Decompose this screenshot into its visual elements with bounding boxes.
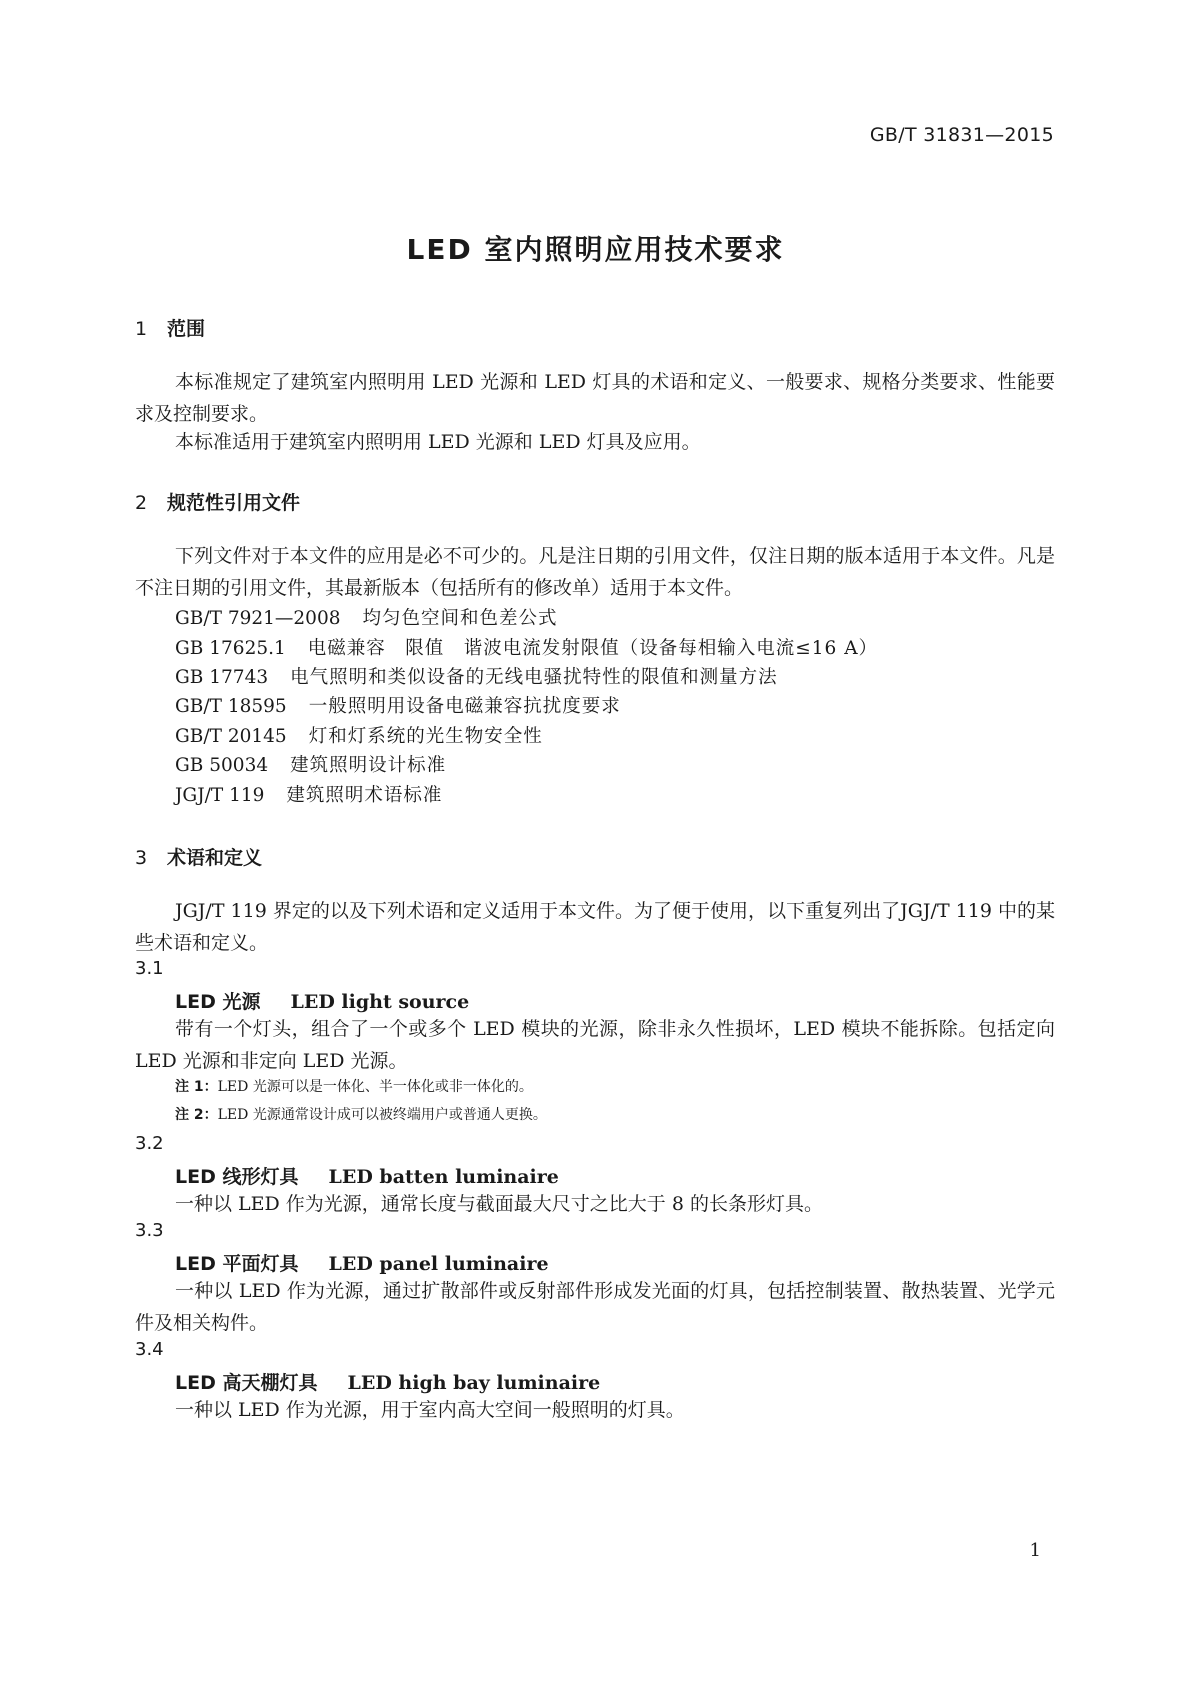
note-label: 注 2：	[175, 1107, 218, 1123]
section-1-heading	[135, 314, 205, 341]
reference-title: 电磁兼容 限值 谐波电流发射限值（设备每相输入电流≤16 A）	[307, 638, 879, 659]
scope-paragraph-1: 本标准规定了建筑室内照明用 LED 光源和 LED 灯具的术语和定义、一般要求、规格分类要求、性能要求及控制要求。	[135, 371, 1055, 425]
term-heading	[175, 1249, 549, 1276]
reference-code: GB/T 20145	[175, 726, 287, 747]
reference-item	[175, 722, 543, 748]
section-title: 范围	[167, 318, 206, 340]
section-number: 3	[135, 847, 148, 869]
reference-code: GB/T 7921—2008	[175, 608, 341, 629]
section-number: 1	[135, 318, 148, 340]
reference-code: JGJ/T 119	[175, 785, 265, 806]
term-en: LED batten luminaire	[328, 1166, 559, 1188]
reference-title: 一般照明用设备电磁兼容抗扰度要求	[308, 696, 621, 717]
reference-item	[175, 663, 778, 689]
document-title: LED 室内照明应用技术要求	[406, 233, 785, 266]
reference-title: 建筑照明术语标准	[286, 785, 443, 806]
term-note	[175, 1104, 547, 1124]
note-label: 注 1：	[175, 1079, 218, 1095]
section-3-heading	[135, 843, 262, 870]
section-number: 2	[135, 492, 148, 514]
reference-title: 均匀色空间和色差公式	[362, 608, 558, 629]
normative-references-intro: 下列文件对于本文件的应用是必不可少的。凡是注日期的引用文件，仅注日期的版本适用于本文件。凡是不注日期的引用文件，其最新版本（包括所有的修改单）适用于本文件。	[135, 545, 1055, 599]
terms-intro: JGJ/T 119 界定的以及下列术语和定义适用于本文件。为了便于使用，以下重复列出了JGJ/T 119 中的某些术语和定义。	[135, 900, 1055, 954]
scope-paragraph-2: 本标准适用于建筑室内照明用 LED 光源和 LED 灯具及应用。	[175, 431, 701, 453]
term-zh: LED 线形灯具	[175, 1166, 299, 1188]
page-number: 1	[1029, 1540, 1041, 1561]
term-en: LED panel luminaire	[328, 1253, 549, 1275]
term-zh: LED 平面灯具	[175, 1253, 299, 1275]
term-note	[175, 1076, 533, 1096]
reference-title: 建筑照明设计标准	[290, 755, 447, 776]
clause-number: 3.1	[135, 958, 164, 979]
note-text: LED 光源可以是一体化、半一体化或非一体化的。	[217, 1079, 533, 1095]
reference-code: GB 17625.1	[175, 638, 286, 659]
term-heading	[175, 987, 469, 1014]
term-en: LED high bay luminaire	[347, 1372, 601, 1394]
reference-code: GB 17743	[175, 667, 269, 688]
term-definition: 一种以 LED 作为光源，用于室内高大空间一般照明的灯具。	[175, 1399, 685, 1421]
standard-code: GB/T 31831—2015	[869, 124, 1054, 146]
reference-item	[175, 634, 878, 660]
term-zh: LED 光源	[175, 991, 261, 1013]
reference-title: 灯和灯系统的光生物安全性	[308, 726, 543, 747]
term-heading	[175, 1162, 559, 1189]
clause-number: 3.4	[135, 1339, 164, 1360]
note-text: LED 光源通常设计成可以被终端用户或普通人更换。	[217, 1107, 547, 1123]
term-definition: 一种以 LED 作为光源，通过扩散部件或反射部件形成发光面的灯具，包括控制装置、散热装置、光学元件及相关构件。	[135, 1280, 1055, 1334]
term-zh: LED 高天棚灯具	[175, 1372, 318, 1394]
reference-code: GB 50034	[175, 755, 269, 776]
reference-item	[175, 604, 558, 630]
term-definition: 一种以 LED 作为光源，通常长度与截面最大尺寸之比大于 8 的长条形灯具。	[175, 1193, 823, 1215]
reference-item	[175, 692, 621, 718]
reference-title: 电气照明和类似设备的无线电骚扰特性的限值和测量方法	[290, 667, 778, 688]
section-2-heading	[135, 488, 300, 515]
reference-item	[175, 781, 442, 807]
clause-number: 3.3	[135, 1220, 164, 1241]
section-title: 术语和定义	[167, 847, 263, 869]
section-title: 规范性引用文件	[167, 492, 301, 514]
reference-item	[175, 751, 446, 777]
reference-code: GB/T 18595	[175, 696, 287, 717]
clause-number: 3.2	[135, 1133, 164, 1154]
term-heading	[175, 1368, 600, 1395]
term-definition: 带有一个灯头，组合了一个或多个 LED 模块的光源，除非永久性损坏，LED 模块不能拆除。包括定向 LED 光源和非定向 LED 光源。	[135, 1018, 1055, 1072]
term-en: LED light source	[290, 991, 470, 1013]
